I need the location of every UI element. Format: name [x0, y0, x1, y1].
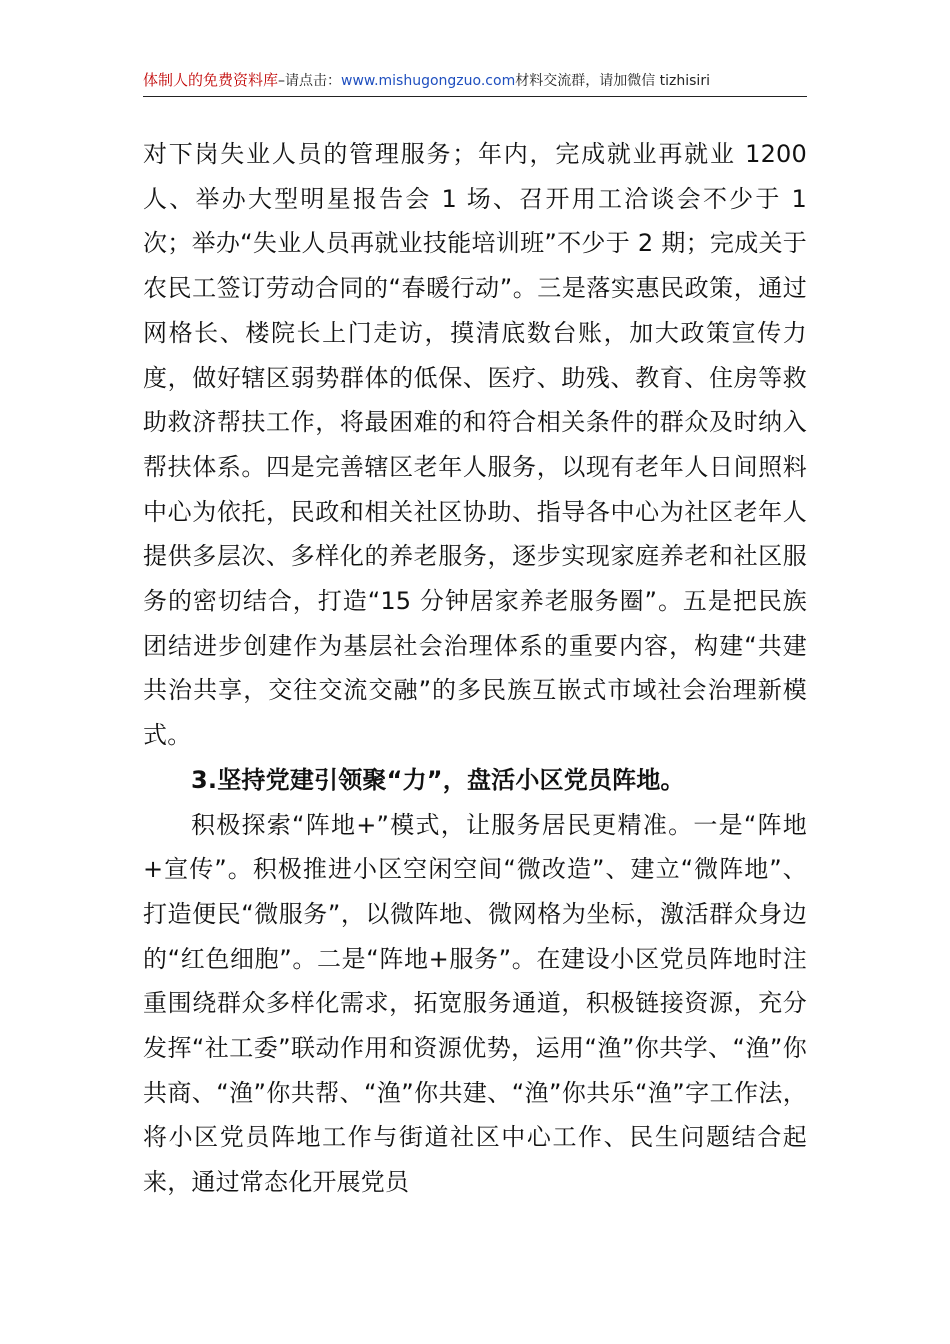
header-separator: –: [278, 73, 286, 89]
document-body: [143, 132, 807, 1205]
header-prompt: 请点击：: [285, 73, 342, 89]
section-heading: 3.坚持党建引领聚“力”，盘活小区党员阵地。: [191, 765, 685, 794]
header-brand: 体制人的免费资料库: [143, 71, 279, 89]
body-paragraph: 积极探索“阵地+”模式，让服务居民更精准。一是“阵地+宣传”。积极推进小区空闲空间“微改造”、建立“微阵地”、打造便民“微服务”，以微阵地、微网格为坐标，激活群众身边的“红色细胞”。二是“阵地+服务”。在建设小区党员阵地时注重围绕群众多样化需求，拓宽服务通道，积极链接资源，充分发挥“社工委”联动作用和资源优势，运用“渔”你共学、“渔”你共商、“渔”你共帮、“渔”你共建、“渔”你共乐“渔”字工作法，将小区党员阵地工作与街道社区中心工作、民生问题结合起来，通过常态化开展党员: [143, 810, 807, 1197]
header-note: 材料交流群，请加微信 tizhisiri: [515, 73, 710, 89]
header-url-link[interactable]: www.mishugongzuo.com: [341, 73, 516, 89]
page-header: [143, 68, 807, 97]
body-paragraph: 对下岗失业人员的管理服务；年内，完成就业再就业 1200 人、举办大型明星报告会 1 场、召开用工洽谈会不少于 1 次；举办“失业人员再就业技能培训班”不少于 2 期；完成关于农民工签订劳动合同的“春暖行动”。三是落实惠民政策，通过网格长、楼院长上门走访，摸清底数台账，加大政策宣传力度，做好辖区弱势群体的低保、医疗、助残、教育、住房等救助救济帮扶工作，将最困难的和符合相关条件的群众及时纳入帮扶体系。四是完善辖区老年人服务，以现有老年人日间照料中心为依托，民政和相关社区协助、指导各中心为社区老年人提供多层次、多样化的养老服务，逐步实现家庭养老和社区服务的密切结合，打造“15 分钟居家养老服务圈”。五是把民族团结进步创建作为基层社会治理体系的重要内容，构建“共建共治共享，交往交流交融”的多民族互嵌式市域社会治理新模式。: [143, 140, 807, 750]
